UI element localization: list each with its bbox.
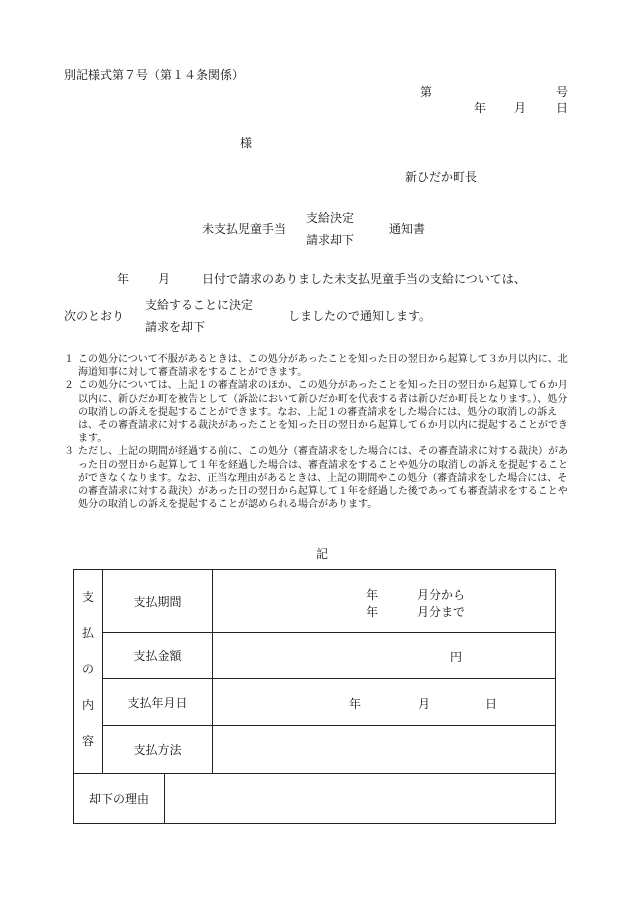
- notes: [64, 353, 572, 511]
- note-item: [64, 353, 572, 379]
- body-sentence: 日付で請求のありました未支払児童手当の支給については、: [202, 272, 526, 286]
- payment-date-label: 支払年月日: [127, 695, 188, 710]
- table-divider: [212, 570, 213, 773]
- ki-heading: 記: [316, 547, 329, 561]
- payment-date-day: 日: [485, 697, 498, 711]
- form-id: 別記様式第７号（第１４条関係）: [64, 68, 245, 82]
- amount-label: 支払金額: [133, 649, 182, 663]
- payment-date-month: 月: [418, 697, 431, 711]
- number-prefix: 第: [420, 85, 433, 99]
- amount-unit: 円: [450, 650, 463, 664]
- title-suffix: 通知書: [389, 222, 426, 236]
- detail-table: [73, 569, 556, 824]
- note-number: ３: [64, 446, 74, 458]
- note-text: ただし、上記の期間が経過する前に、この処分（審査請求をした場合には、その審査請求に対する裁決）があった日の翌日から起算して１年を経過した場合は、審査請求をすることや処分の取消しの訴えを提起することができなくなります。なお、正当な理由があるときは、上記の期間やこの処分（審査請求をした場合には、その審査請求に対する裁決）があった日の翌日から起算して１年を経過した後であっても審査請求をすることや処分の取消しの訴えを提起することが認められる場合があります。: [78, 446, 568, 511]
- period-from-text: 月分から: [417, 588, 466, 602]
- table-divider: [164, 773, 165, 823]
- group-char: 払: [81, 626, 94, 640]
- body-month: 月: [158, 272, 171, 286]
- payment-date-year: 年: [349, 697, 362, 711]
- number-suffix: 号: [556, 85, 569, 99]
- body-lead: 次のとおり: [64, 309, 125, 323]
- date-month: 月: [514, 101, 527, 115]
- body-year: 年: [117, 272, 130, 286]
- body-tail: しましたので通知します。: [288, 309, 432, 323]
- note-number: １: [64, 354, 74, 365]
- period-from-year: 年: [366, 588, 379, 602]
- note-number: ２: [64, 380, 74, 392]
- group-char: 容: [81, 734, 94, 748]
- body-option-grant: 支給することに決定: [145, 298, 254, 312]
- note-text: この処分について不服があるときは、この処分があったことを知った日の翌日から起算して３か月以内に、北海道知事に対して審査請求をすることができます。: [78, 354, 568, 379]
- note-text: この処分については、上記１の審査請求のほか、この処分があったことを知った日の翌日から起算して６か月以内に、新ひだか町を被告として（訴訟において新ひだか町を代表する者は新ひだか町長となります。）、処分の取消しの訴えを提起することができます。なお、上記１の審査請求をした場合には、処分の取消しの訴えは、その審査請求に対する裁決があったことを知った日の翌日から起算して６か月以内に提起することができます。: [78, 380, 568, 445]
- period-to-year: 年: [366, 605, 379, 619]
- date-day: 日: [556, 101, 569, 115]
- title-option-grant: 支給決定: [306, 211, 355, 225]
- group-char: の: [81, 662, 94, 676]
- group-char: 支: [81, 590, 94, 604]
- date-year: 年: [474, 101, 487, 115]
- title-option-reject: 請求却下: [306, 233, 355, 247]
- reject-reason-label: 却下の理由: [88, 792, 149, 806]
- recipient-suffix: 様: [240, 136, 253, 150]
- method-label: 支払方法: [133, 743, 182, 757]
- note-item: [64, 445, 572, 511]
- period-label: 支払期間: [133, 594, 182, 609]
- title-subject: 未支払児童手当: [202, 222, 287, 236]
- period-to-text: 月分まで: [417, 605, 466, 619]
- sender-name: 新ひだか町長: [405, 170, 478, 184]
- note-item: [64, 379, 572, 445]
- group-char: 内: [81, 698, 94, 712]
- body-option-reject: 請求を却下: [145, 320, 206, 334]
